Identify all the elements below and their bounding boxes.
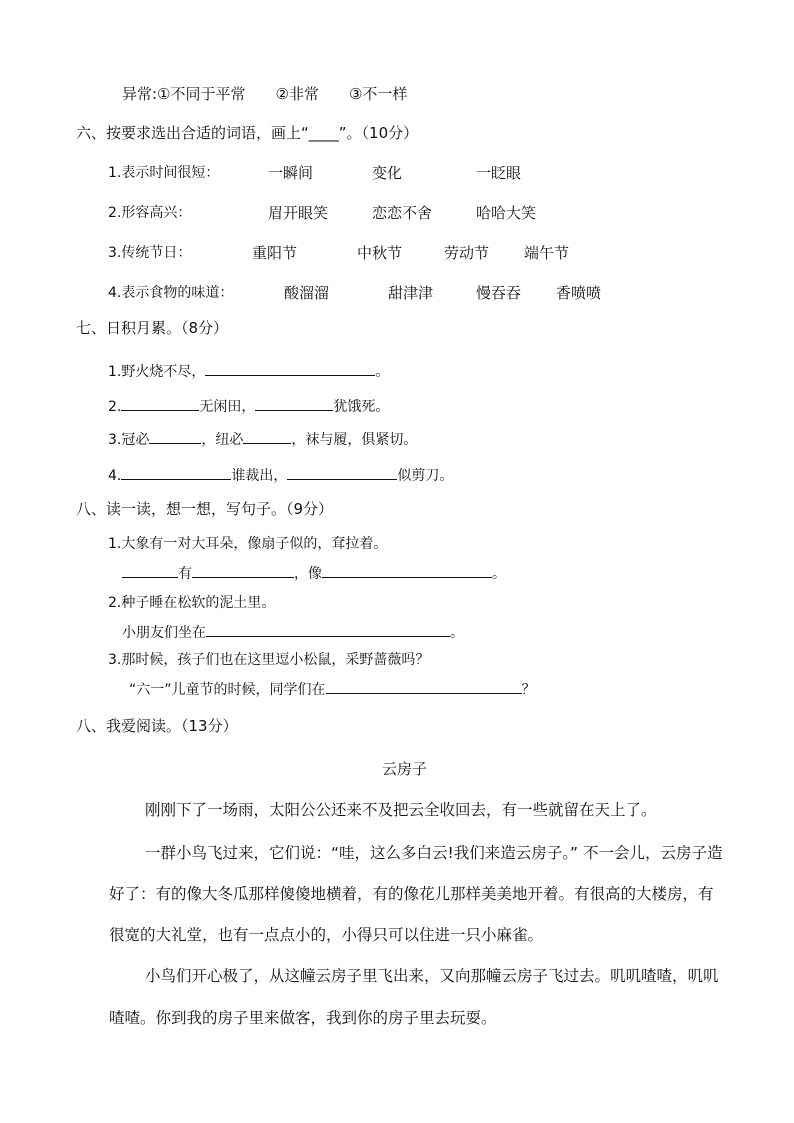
- sec6-item-3-option-4[interactable]: 端午节: [524, 244, 570, 262]
- sec6-item-3-option-1[interactable]: 重阳节: [252, 244, 298, 262]
- sec6-item-4-option-2[interactable]: 甜津津: [388, 284, 434, 302]
- sec6-item-4-option-4[interactable]: 香喷喷: [556, 284, 602, 302]
- sec7-q4-blank-2[interactable]: [287, 465, 397, 480]
- sec8-q1-blank-1[interactable]: [122, 563, 178, 578]
- sec7-q1-end: 。: [375, 364, 390, 380]
- sec6-item-4-option-1[interactable]: 酸溜溜: [284, 284, 330, 302]
- sec7-q2-blank-2[interactable]: [255, 396, 333, 411]
- sec6-item-3-option-2[interactable]: 中秋节: [357, 244, 403, 262]
- passage-title: 云房子: [382, 760, 428, 778]
- sec6-item-1-label: 1.表示时间很短：: [108, 165, 220, 181]
- sec6-item-2-option-2[interactable]: 恋恋不舍: [372, 204, 433, 222]
- sec8-q1-blank-3[interactable]: [322, 563, 492, 578]
- sec7-q2-number: 2.: [108, 399, 122, 415]
- sec7-q4-end: 似剪刀。: [397, 468, 454, 484]
- sec7-q4: [108, 465, 453, 486]
- sec7-q1-prompt: 1.野火烧不尽，: [108, 364, 206, 380]
- section-7-heading: 七、日积月累。（8分）: [76, 319, 229, 337]
- sec8-q2-text-1: 小朋友们坐在: [122, 625, 206, 641]
- passage-p2-line-1: 一群小鸟飞过来，它们说：“哇，这么多白云!我们来造云房子。” 不一会儿，云房子造: [145, 844, 723, 862]
- sec8-q1-blank-2[interactable]: [192, 563, 294, 578]
- sec8-q3-text-2: ？: [521, 682, 536, 698]
- sec6-item-3-label: 3.传统节日：: [108, 245, 192, 261]
- sec7-q2-blank-1[interactable]: [121, 396, 199, 411]
- sec8-q3-example: 3.那时候，孩子们也在这里逗小松鼠，采野蔷薇吗？: [108, 652, 430, 668]
- sec7-q3: [108, 429, 417, 450]
- sec8-q2-fill: [122, 622, 464, 643]
- sec7-q2: [108, 396, 389, 417]
- sec8-q2-blank[interactable]: [206, 622, 450, 637]
- section-8-heading-sentences: 八、读一读，想一想，写句子。（9分）: [76, 500, 334, 518]
- sec6-item-3-option-3[interactable]: 劳动节: [444, 244, 490, 262]
- sec6-item-4-option-3[interactable]: 慢吞吞: [476, 284, 522, 302]
- passage-p2-line-3: 很宽的大礼堂，也有一点点小的，小得只可以住进一只小麻雀。: [109, 926, 544, 944]
- sec7-q2-end: 犹饿死。: [333, 399, 390, 415]
- sec8-q3-blank[interactable]: [326, 679, 522, 694]
- sec7-q3-blank-1[interactable]: [149, 429, 201, 444]
- sec7-q1-blank[interactable]: [205, 361, 375, 376]
- sec8-q1-text-1: 有: [178, 566, 192, 582]
- sec7-q4-mid: 谁裁出，: [231, 468, 288, 484]
- sec7-q3-start: 3.冠必: [108, 432, 150, 448]
- meaning-options-line: 异常:①不同于平常 ②非常 ③不一样: [122, 85, 408, 103]
- sec7-q4-blank-1[interactable]: [121, 465, 231, 480]
- sec8-q1-text-2: ，像: [294, 566, 322, 582]
- section-8-heading-reading: 八、我爱阅读。（13分）: [76, 717, 238, 735]
- sec7-q4-number: 4.: [108, 468, 122, 484]
- sec7-q1: [108, 361, 389, 382]
- sec6-item-1-option-1[interactable]: 一瞬间: [268, 164, 314, 182]
- sec7-q3-end: ，袜与履，俱紧切。: [291, 432, 418, 448]
- sec7-q3-mid: ，纽必: [201, 432, 244, 448]
- section-6-heading: 六、按要求选出合适的词语，画上“____”。（10分）: [76, 124, 419, 142]
- sec6-item-1-option-3[interactable]: 一眨眼: [476, 164, 522, 182]
- passage-p2-line-2: 好了：有的像大冬瓜那样傻傻地横着，有的像花儿那样美美地开着。有很高的大楼房，有: [109, 885, 714, 903]
- passage-p3-line-1: 小鸟们开心极了，从这幢云房子里飞出来，又向那幢云房子飞过去。叽叽喳喳，叽叽: [145, 967, 719, 985]
- sec8-q1-example: 1.大象有一对大耳朵，像扇子似的，耷拉着。: [108, 536, 388, 552]
- sec6-item-2-option-1[interactable]: 眉开眼笑: [268, 204, 329, 222]
- sec7-q2-mid: 无闲田，: [199, 399, 256, 415]
- sec8-q2-text-2: 。: [450, 625, 464, 641]
- sec8-q3-text-1: “六一”儿童节的时候，同学们在: [129, 682, 326, 698]
- passage-p1: 刚刚下了一场雨，太阳公公还来不及把云全收回去，有一些就留在天上了。: [145, 801, 657, 819]
- sec8-q1-text-3: 。: [492, 566, 506, 582]
- sec6-item-2-option-3[interactable]: 哈哈大笑: [476, 204, 537, 222]
- sec7-q3-blank-2[interactable]: [243, 429, 291, 444]
- sec6-item-1-option-2[interactable]: 变化: [372, 164, 403, 182]
- sec8-q3-fill: [129, 679, 536, 700]
- passage-p3-line-2: 喳喳。你到我的房子里来做客，我到你的房子里去玩耍。: [109, 1009, 497, 1027]
- sec8-q1-fill: [122, 563, 506, 584]
- sec8-q2-example: 2.种子睡在松软的泥土里。: [108, 595, 276, 611]
- sec6-item-2-label: 2.形容高兴：: [108, 205, 192, 221]
- sec6-item-4-label: 4.表示食物的味道：: [108, 285, 234, 301]
